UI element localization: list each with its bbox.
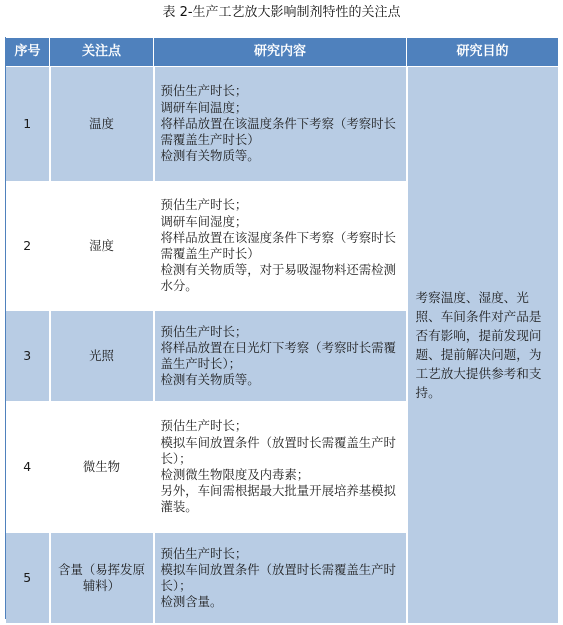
content-line: 将样品放置在该温度条件下考察（考察时长需覆盖生产时长）	[160, 115, 396, 148]
row-content	[154, 182, 407, 311]
content-line: 模拟车间放置条件（放置时长需覆盖生产时长）；	[160, 561, 396, 593]
content-line: 检测有关物质等，对于易吸湿物料还需检测水分。	[160, 262, 396, 294]
content-line: 检测含量。	[160, 594, 223, 610]
header-row	[6, 38, 559, 67]
header-focus: 关注点	[50, 38, 154, 67]
content-line: 预估生产时长；	[160, 545, 248, 561]
content-line: 调研车间湿度；	[160, 213, 248, 229]
row-content	[154, 402, 407, 533]
row-number: 5	[6, 533, 50, 624]
content-line: 将样品放置在日光灯下考察（考察时长需覆盖生产时长）；	[160, 339, 396, 371]
row-focus: 光照	[50, 311, 154, 402]
content-line: 预估生产时长；	[160, 323, 248, 339]
purpose-cell: 考察温度、湿度、光照、车间条件对产品是否有影响，提前发现问题、提前解决问题，为工艺放大提供参考和支持。	[407, 67, 559, 624]
row-content	[154, 311, 407, 402]
table-left-border	[5, 37, 6, 619]
row-number: 1	[6, 67, 50, 182]
content-line: 检测有关物质等。	[160, 148, 260, 164]
row-content	[154, 67, 407, 182]
row-content	[154, 533, 407, 624]
row-focus: 含量（易挥发原辅料）	[50, 533, 154, 624]
content-line: 检测有关物质等。	[160, 372, 260, 388]
table-title: 表 2-生产工艺放大影响制剂特性的关注点	[162, 5, 401, 20]
row-number: 4	[6, 402, 50, 533]
row-focus: 湿度	[50, 182, 154, 311]
content-line: 预估生产时长；	[160, 83, 248, 99]
content-line: 将样品放置在该湿度条件下考察（考察时长需覆盖生产时长）	[160, 229, 396, 261]
content-line: 另外，车间需根据最大批量开展培养基模拟灌装。	[160, 483, 396, 515]
focus-table	[5, 37, 560, 624]
row-number: 3	[6, 311, 50, 402]
table-row	[6, 67, 559, 182]
header-purpose: 研究目的	[407, 38, 559, 67]
row-focus: 微生物	[50, 402, 154, 533]
row-number: 2	[6, 182, 50, 311]
content-line: 预估生产时长；	[160, 418, 248, 434]
content-line: 调研车间温度；	[160, 99, 248, 115]
row-focus: 温度	[50, 67, 154, 182]
header-content: 研究内容	[154, 38, 407, 67]
header-number: 序号	[6, 38, 50, 67]
content-line: 检测微生物限度及内毒素；	[160, 467, 310, 482]
content-line: 模拟车间放置条件（放置时长需覆盖生产时长）；	[160, 434, 396, 466]
content-line: 预估生产时长；	[160, 197, 248, 213]
